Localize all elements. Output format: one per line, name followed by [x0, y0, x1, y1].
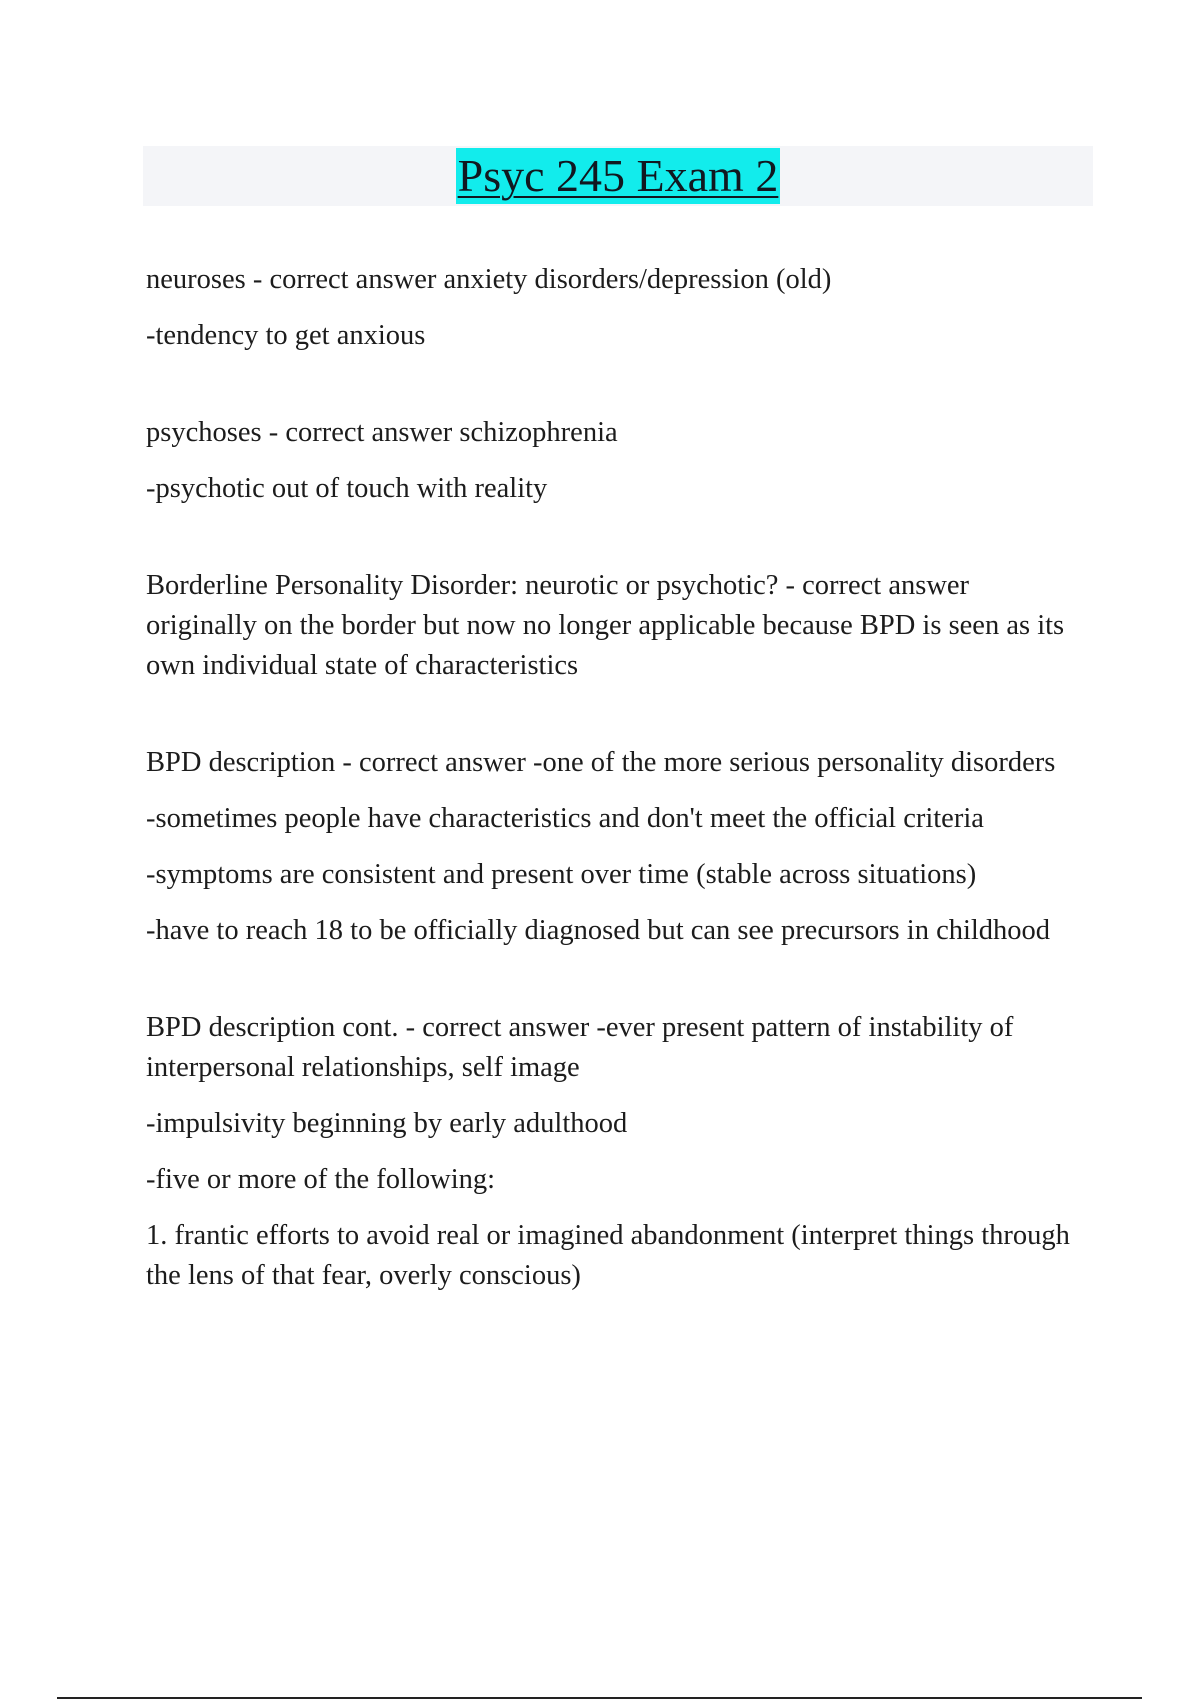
document-body: [146, 260, 1086, 1353]
entry-line: -impulsivity beginning by early adulthood: [146, 1108, 628, 1139]
flashcard-entry: [146, 743, 1086, 951]
flashcard-entry: [146, 260, 1086, 356]
flashcard-entry: [146, 566, 1086, 686]
entry-line: BPD description - correct answer -one of the more serious personality disorders: [146, 747, 1056, 778]
entry-line: -symptoms are consistent and present over time (stable across situations): [146, 859, 977, 890]
entry-line: -five or more of the following:: [146, 1164, 496, 1195]
title-band: [143, 146, 1093, 206]
entry-line: -have to reach 18 to be officially diagnosed but can see precursors in childhood: [146, 915, 1051, 946]
flashcard-entry: [146, 1008, 1086, 1296]
entry-line: 1. frantic efforts to avoid real or imagined abandonment (interpret things through the lens of that fear, overly conscious): [146, 1220, 1070, 1291]
entry-line: -sometimes people have characteristics and don't meet the official criteria: [146, 803, 984, 834]
entry-line: -tendency to get anxious: [146, 320, 426, 351]
footer-divider: [57, 1697, 1142, 1699]
page-title: Psyc 245 Exam 2: [456, 148, 781, 204]
entry-line: psychoses - correct answer schizophrenia: [146, 417, 618, 448]
entry-line: BPD description cont. - correct answer -ever present pattern of instability of interpersonal relationships, self image: [146, 1012, 1014, 1083]
entry-line: Borderline Personality Disorder: neurotic or psychotic? - correct answer originally on the border but now no longer applicable because BPD is seen as its own individual state of characteristics: [146, 570, 1065, 681]
entry-line: -psychotic out of touch with reality: [146, 473, 548, 504]
flashcard-entry: [146, 413, 1086, 509]
entry-line: neuroses - correct answer anxiety disorders/depression (old): [146, 264, 832, 295]
